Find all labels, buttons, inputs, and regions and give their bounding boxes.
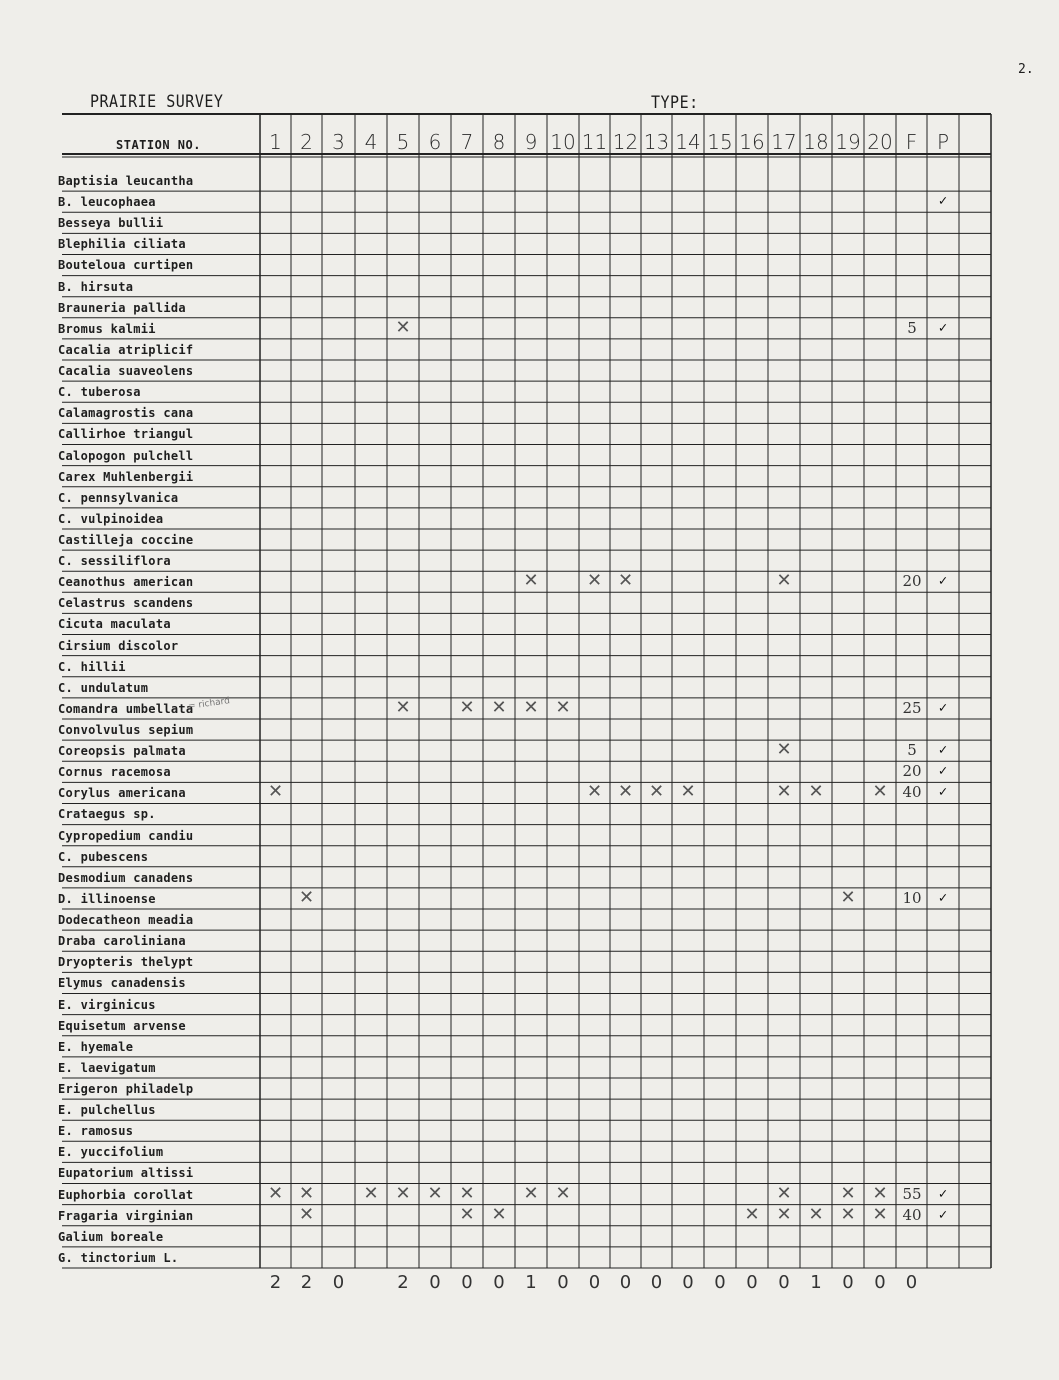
species-name: Crataegus sp. xyxy=(58,807,156,822)
species-name: C. pennsylvanica xyxy=(58,490,179,505)
column-header: 7 xyxy=(460,130,474,154)
species-name: Corylus americana xyxy=(58,786,186,801)
species-name: Cacalia atriplicif xyxy=(58,342,194,357)
species-name: Ceanothus american xyxy=(58,575,194,590)
column-header: 16 xyxy=(739,130,765,154)
column-total: 0 xyxy=(461,1272,473,1293)
column-header: 19 xyxy=(835,130,861,154)
frequency-value: 10 xyxy=(902,888,922,907)
species-name: Coreopsis palmata xyxy=(58,744,186,759)
species-name: Callirhoe triangul xyxy=(58,427,194,442)
column-header: 13 xyxy=(643,130,670,154)
presence-mark: ✕ xyxy=(872,1203,888,1225)
presence-check: ✓ xyxy=(938,763,948,780)
page-number: 2. xyxy=(1018,62,1034,77)
species-name: Bromus kalmii xyxy=(58,321,156,336)
presence-check: ✓ xyxy=(938,889,948,906)
species-name: Convolvulus sepium xyxy=(58,723,194,737)
species-name: Cacalia suaveolens xyxy=(58,364,194,379)
species-name: Calopogon pulchell xyxy=(58,448,194,463)
species-name: Blephilia ciliata xyxy=(58,237,186,252)
column-total: 0 xyxy=(778,1272,790,1293)
species-name: Calamagrostis cana xyxy=(58,406,194,421)
column-total: 2 xyxy=(269,1272,282,1293)
column-header: 6 xyxy=(428,130,442,154)
station-label: STATION NO. xyxy=(116,138,201,152)
species-name: Galium boreale xyxy=(58,1229,164,1244)
frequency-value: 25 xyxy=(902,698,922,717)
form-title: PRAIRIE SURVEY xyxy=(90,90,224,112)
presence-mark: ✕ xyxy=(586,781,603,803)
column-header: P xyxy=(936,130,950,154)
column-total: 0 xyxy=(682,1272,694,1293)
presence-check: ✓ xyxy=(938,1185,948,1202)
species-name: Comandra umbellata xyxy=(58,701,194,716)
species-name: Equisetum arvense xyxy=(58,1018,186,1033)
species-name: C. undulatum xyxy=(58,680,149,695)
presence-mark: ✕ xyxy=(298,1182,315,1204)
frequency-value: 20 xyxy=(902,762,922,781)
frequency-value: 40 xyxy=(902,783,922,802)
presence-mark: ✕ xyxy=(491,696,507,718)
species-name: Brauneria pallida xyxy=(58,300,186,315)
column-total: 2 xyxy=(300,1272,313,1293)
presence-mark: ✕ xyxy=(555,696,571,718)
column-header: 2 xyxy=(300,130,313,154)
column-total: 0 xyxy=(746,1272,758,1293)
species-name: C. vulpinoidea xyxy=(58,511,164,526)
column-header: 14 xyxy=(675,130,701,154)
presence-mark: ✕ xyxy=(523,1182,539,1204)
column-total: 0 xyxy=(429,1272,441,1293)
column-header: 5 xyxy=(396,130,410,154)
frequency-value: 20 xyxy=(902,572,922,591)
presence-check: ✓ xyxy=(938,319,948,336)
column-total: 0 xyxy=(905,1272,918,1293)
presence-mark: ✕ xyxy=(267,781,284,803)
presence-mark: ✕ xyxy=(776,739,792,761)
presence-mark: ✕ xyxy=(617,781,634,803)
column-total: 0 xyxy=(557,1272,569,1293)
species-name: E. yuccifolium xyxy=(58,1145,164,1160)
column-header: 20 xyxy=(867,130,893,154)
presence-mark: ✕ xyxy=(840,1203,856,1225)
column-total: 0 xyxy=(714,1272,726,1293)
column-header: 15 xyxy=(707,130,733,154)
presence-check: ✓ xyxy=(938,1206,948,1223)
presence-mark: ✕ xyxy=(776,781,792,803)
presence-check: ✓ xyxy=(938,699,948,716)
column-header: 18 xyxy=(803,130,829,154)
species-name: Desmodium canadens xyxy=(58,870,194,885)
presence-check: ✓ xyxy=(938,193,948,210)
frequency-value: 55 xyxy=(902,1184,922,1203)
column-total: 1 xyxy=(810,1272,822,1293)
species-name: Celastrus scandens xyxy=(58,596,194,611)
column-total: 1 xyxy=(525,1272,537,1293)
column-header: 1 xyxy=(269,130,282,154)
species-name: Dryopteris thelypt xyxy=(58,955,194,970)
column-header: 17 xyxy=(771,130,797,154)
species-name: C. sessiliflora xyxy=(58,554,171,569)
column-header: 4 xyxy=(364,130,378,154)
presence-mark: ✕ xyxy=(491,1203,507,1225)
presence-check: ✓ xyxy=(938,784,948,801)
presence-mark: ✕ xyxy=(680,781,696,803)
presence-mark: ✕ xyxy=(744,1203,760,1225)
margin-annotation: = richard xyxy=(187,696,231,712)
species-name: Eupatorium altissi xyxy=(58,1166,194,1181)
presence-mark: ✕ xyxy=(459,1182,475,1204)
presence-mark: ✕ xyxy=(427,1182,443,1204)
species-name: C. tuberosa xyxy=(58,385,141,400)
species-name: Fragaria virginian xyxy=(58,1208,194,1223)
column-total: 0 xyxy=(650,1272,663,1293)
presence-mark: ✕ xyxy=(363,1182,379,1204)
presence-mark: ✕ xyxy=(459,1203,475,1225)
column-total: 0 xyxy=(619,1272,632,1293)
species-name: E. hyemale xyxy=(58,1039,134,1054)
species-name: Draba caroliniana xyxy=(58,934,186,949)
presence-mark: ✕ xyxy=(872,781,888,803)
column-total: 0 xyxy=(332,1272,345,1293)
species-name: Erigeron philadelp xyxy=(58,1081,194,1096)
presence-mark: ✕ xyxy=(776,570,792,592)
species-name: E. virginicus xyxy=(58,997,156,1012)
species-name: D. illinoense xyxy=(58,891,156,906)
presence-mark: ✕ xyxy=(395,1182,411,1204)
column-header: 9 xyxy=(524,130,538,154)
column-header: 10 xyxy=(550,130,576,154)
species-name: Castilleja coccine xyxy=(58,532,194,547)
species-name: C. pubescens xyxy=(58,849,149,864)
column-header: 3 xyxy=(332,130,345,154)
species-name: Cornus racemosa xyxy=(58,765,171,780)
species-name: Cypropedium candiu xyxy=(58,828,194,843)
presence-check: ✓ xyxy=(938,742,948,759)
presence-mark: ✕ xyxy=(872,1182,888,1204)
species-name: Elymus canadensis xyxy=(58,976,186,991)
presence-mark: ✕ xyxy=(776,1203,792,1225)
type-label: TYPE: xyxy=(651,91,699,113)
species-name: E. ramosus xyxy=(58,1124,134,1139)
frequency-value: 5 xyxy=(907,318,917,337)
species-name: G. tinctorium L. xyxy=(58,1250,179,1265)
presence-mark: ✕ xyxy=(555,1182,571,1204)
presence-mark: ✕ xyxy=(395,316,411,338)
species-name: Carex Muhlenbergii xyxy=(58,469,194,484)
species-name: C. hillii xyxy=(58,659,126,674)
species-name: B. leucophaea xyxy=(58,195,156,210)
species-name: Baptisia leucantha xyxy=(58,174,194,188)
presence-mark: ✕ xyxy=(648,781,665,803)
column-header: F xyxy=(905,130,918,154)
presence-mark: ✕ xyxy=(840,1182,856,1204)
column-total: 0 xyxy=(874,1272,886,1293)
presence-mark: ✕ xyxy=(808,1203,824,1225)
species-name: Besseya bullii xyxy=(58,216,164,231)
species-name: Cicuta maculata xyxy=(58,617,171,632)
presence-mark: ✕ xyxy=(776,1182,792,1204)
column-total: 0 xyxy=(588,1272,601,1293)
species-name: B. hirsuta xyxy=(58,279,134,294)
column-total: 0 xyxy=(842,1272,854,1293)
presence-check: ✓ xyxy=(938,573,948,590)
presence-mark: ✕ xyxy=(267,1182,284,1204)
frequency-value: 40 xyxy=(902,1205,922,1224)
presence-mark: ✕ xyxy=(586,570,603,592)
presence-mark: ✕ xyxy=(298,886,315,908)
presence-mark: ✕ xyxy=(459,696,475,718)
species-name: Bouteloua curtipen xyxy=(58,258,194,273)
presence-mark: ✕ xyxy=(840,886,856,908)
species-name: Cirsium discolor xyxy=(58,638,179,653)
presence-mark: ✕ xyxy=(523,570,539,592)
presence-mark: ✕ xyxy=(298,1203,315,1225)
column-header: 8 xyxy=(492,130,506,154)
column-header: 11 xyxy=(581,130,608,154)
species-name: E. laevigatum xyxy=(58,1060,156,1075)
presence-mark: ✕ xyxy=(617,570,634,592)
column-total: 2 xyxy=(397,1272,409,1293)
presence-mark: ✕ xyxy=(523,696,539,718)
presence-mark: ✕ xyxy=(395,696,411,718)
frequency-value: 5 xyxy=(907,741,917,760)
column-header: 12 xyxy=(612,130,639,154)
presence-mark: ✕ xyxy=(808,781,824,803)
species-name: E. pulchellus xyxy=(58,1103,156,1118)
species-name: Dodecatheon meadia xyxy=(58,913,194,928)
species-name: Euphorbia corollat xyxy=(58,1187,194,1202)
column-total: 0 xyxy=(493,1272,505,1293)
